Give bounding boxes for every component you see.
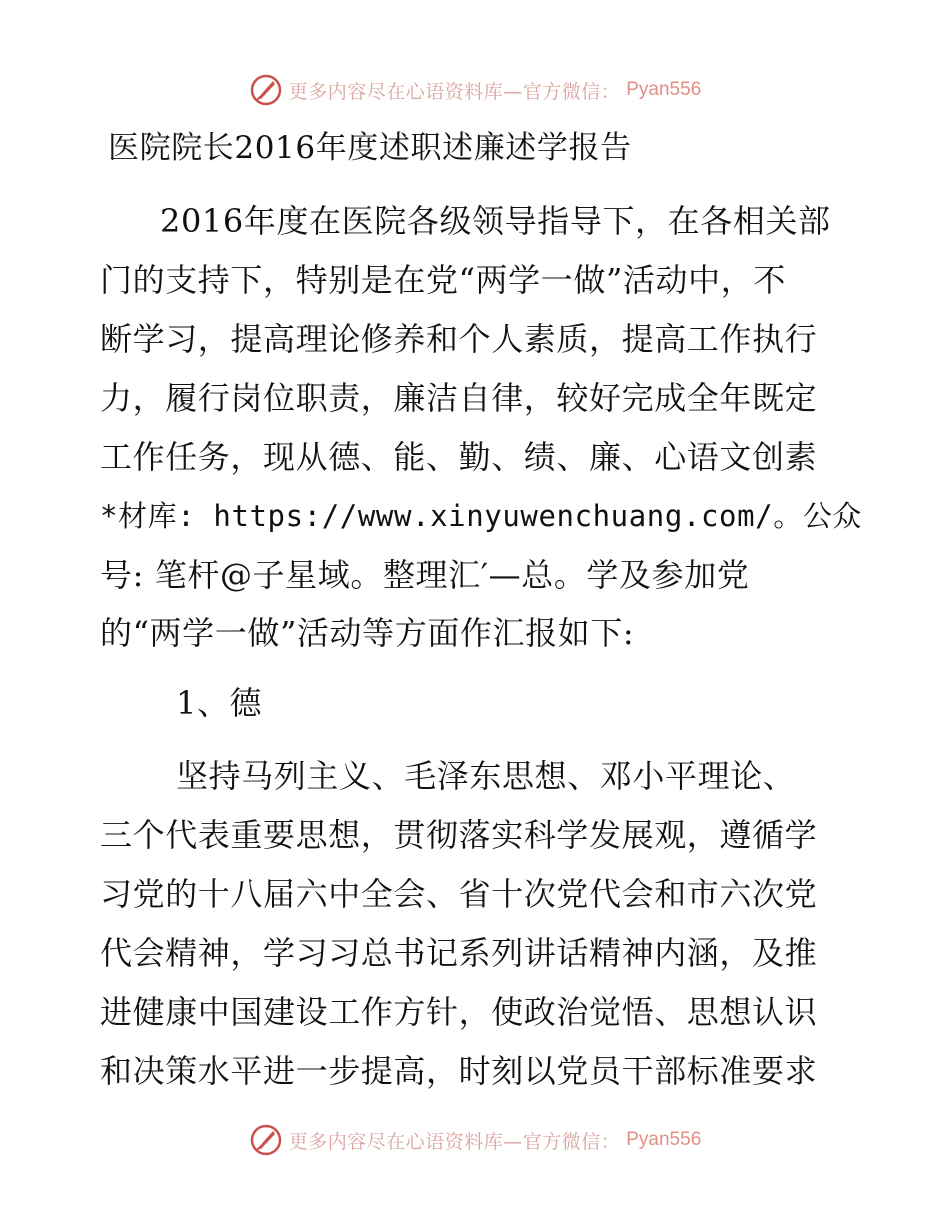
paragraph-line: 习党的十八届六中全会、省十次党代会和市六次党 bbox=[100, 875, 818, 913]
paragraph-line: 工作任务，现从德、能、勤、绩、廉、心语文创素 bbox=[100, 438, 818, 476]
wechat-id: Pyan556 bbox=[626, 79, 702, 100]
footer-watermark-banner bbox=[0, 1120, 950, 1160]
paragraph-line: *材库: https://www.xinyuwenchuang.com/。公众 bbox=[100, 499, 863, 533]
section-heading: 1、德 bbox=[176, 684, 263, 722]
paragraph-line: 的“两学一做”活动等方面作汇报如下: bbox=[100, 614, 635, 652]
paragraph-line: 门的支持下，特别是在党“两学一做”活动中，不 bbox=[100, 261, 786, 299]
paragraph-line: 号: 笔杆@子星域。整理汇′—总。学及参加党 bbox=[100, 556, 750, 594]
wechat-id: Pyan556 bbox=[626, 1129, 702, 1150]
quill-logo-icon bbox=[249, 1123, 283, 1157]
paragraph-line: 断学习，提高理论修养和个人素质，提高工作执行 bbox=[100, 320, 818, 358]
header-watermark-banner bbox=[0, 70, 950, 110]
banner-text: 更多内容尽在心语资料库—官方微信： bbox=[288, 80, 621, 103]
paragraph-line: 2016年度在医院各级领导指导下，在各相关部 bbox=[160, 202, 831, 240]
paragraph-line: 进健康中国建设工作方针，使政治觉悟、思想认识 bbox=[100, 993, 818, 1031]
banner-text: 更多内容尽在心语资料库—官方微信： bbox=[288, 1130, 621, 1153]
paragraph-line: 三个代表重要思想，贯彻落实科学发展观，遵循学 bbox=[100, 816, 818, 854]
quill-logo-icon bbox=[249, 73, 283, 107]
paragraph-line: 代会精神，学习习总书记系列讲话精神内涵，及推 bbox=[100, 934, 818, 972]
paragraph-line: 力，履行岗位职责，廉洁自律，较好完成全年既定 bbox=[100, 379, 818, 417]
paragraph-line: 坚持马列主义、毛泽东思想、邓小平理论、 bbox=[176, 757, 796, 795]
paragraph-line: 和决策水平进一步提高，时刻以党员干部标准要求 bbox=[100, 1052, 818, 1090]
document-title: 医院院长2016年度述职述廉述学报告 bbox=[108, 130, 632, 166]
